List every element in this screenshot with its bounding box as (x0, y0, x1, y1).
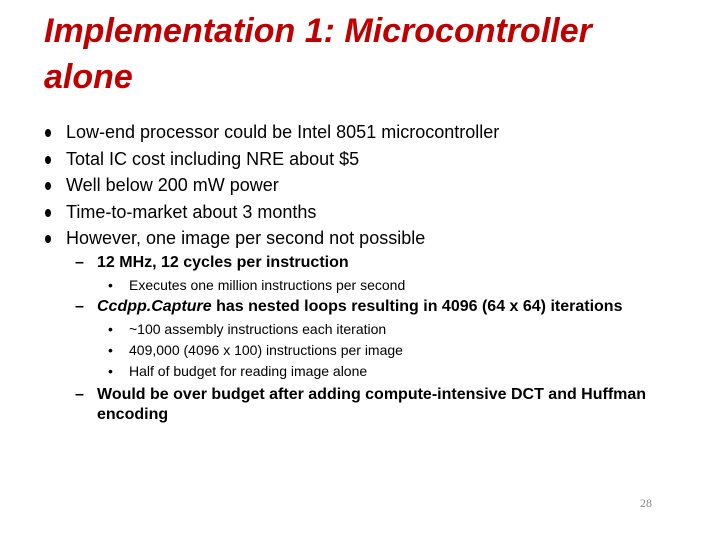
bullet-marker: • (108, 363, 113, 379)
list-item (45, 199, 499, 226)
list-item (45, 172, 499, 199)
detail-text: Half of budget for reading image alone (129, 363, 368, 379)
sub-bullet-text-wrapper (97, 297, 622, 317)
function-name: Ccdpp.Capture (97, 298, 212, 315)
bullet-dot-icon (45, 235, 51, 243)
bullet-dot-icon (45, 182, 51, 190)
detail-text: 409,000 (4096 x 100) instructions per image (129, 342, 403, 358)
bullet-text: Low-end processor could be Intel 8051 microcontroller (66, 122, 500, 142)
sub-bullet-text: has nested loops resulting in 4096 (64 x 64) iterations (211, 298, 623, 315)
list-item (45, 146, 499, 173)
page-number: 28 (640, 496, 652, 510)
dash-marker: – (75, 386, 84, 403)
bullet-text: Time-to-market about 3 months (66, 201, 317, 222)
bullet-text: Total IC cost including NRE about $5 (66, 148, 360, 169)
sub-bullet-text: 12 MHz, 12 cycles per instruction (97, 254, 349, 271)
dash-marker: – (75, 254, 84, 271)
bullet-dot-icon (45, 129, 51, 137)
list-item (45, 225, 499, 252)
main-bullet-list (45, 119, 499, 252)
dash-marker: – (75, 298, 84, 315)
list-item (45, 119, 499, 146)
detail-text: ~100 assembly instructions each iteration (129, 321, 387, 337)
bullet-marker: • (108, 277, 113, 293)
detail-text: Executes one million instructions per second (129, 277, 406, 293)
bullet-marker: • (108, 342, 113, 358)
bullet-text: Well below 200 mW power (66, 175, 279, 195)
sub-bullet-text: Would be over budget after adding compute-intensive DCT and Huffman encoding (97, 386, 647, 423)
slide-title: Implementation 1: Microcontroller alone (44, 12, 592, 96)
bullet-marker: • (108, 321, 113, 337)
bullet-text: However, one image per second not possible (66, 228, 426, 248)
bullet-dot-icon (45, 209, 51, 217)
bullet-dot-icon (45, 156, 51, 164)
